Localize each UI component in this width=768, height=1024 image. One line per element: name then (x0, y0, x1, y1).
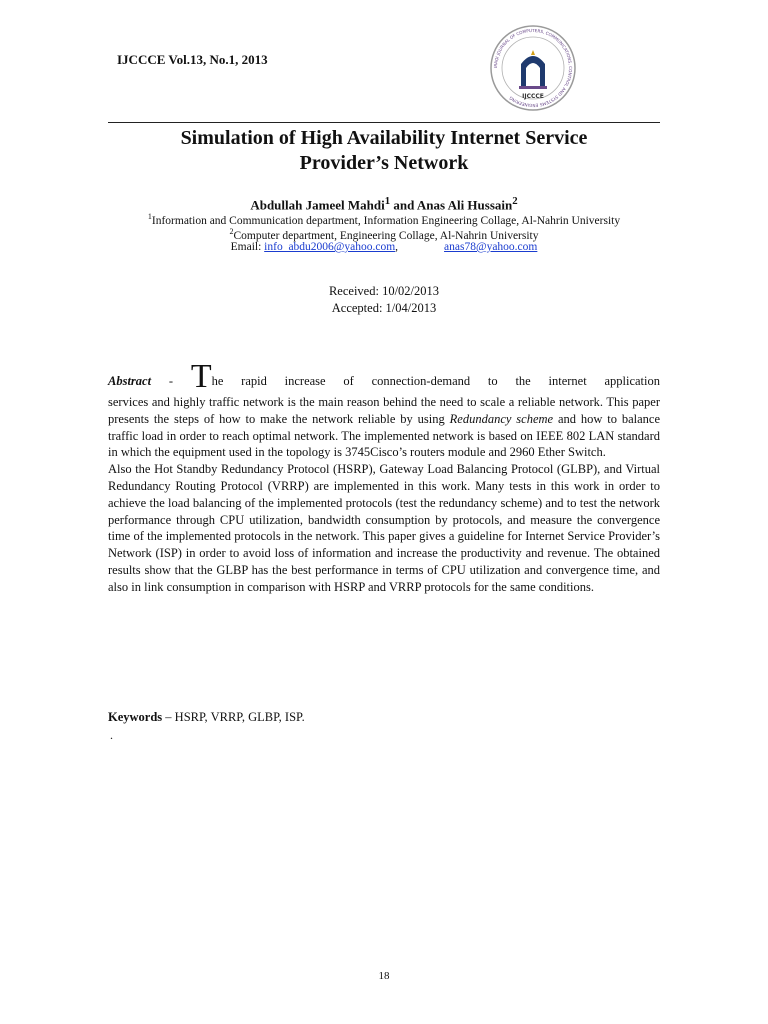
email-line (108, 241, 660, 253)
stray-mark: . (110, 728, 113, 742)
abstract-dropcap: T (190, 358, 212, 395)
author-2-mark: 2 (512, 195, 518, 207)
abstract-p1-text-a: services and highly traffic network is the main reason behind the need to scale a reliable network. This paper presents the steps of how to make the network reliable by using (108, 395, 660, 426)
abstract-line1-text: he rapid increase of connection-demand to the internet application (211, 374, 660, 388)
accepted-date: Accepted: 1/04/2013 (331, 301, 437, 315)
email-link-2[interactable]: anas78@yahoo.com (444, 241, 538, 253)
header-rule (108, 122, 660, 123)
keywords (108, 710, 305, 725)
affiliation-2 (108, 227, 660, 242)
abstract-dash: - (151, 374, 191, 388)
page-number: 18 (378, 970, 390, 982)
abstract (108, 360, 660, 596)
author-list (108, 195, 660, 213)
title-line-1: Simulation of High Availability Internet Service (180, 127, 588, 149)
journal-header: IJCCCE Vol.13, No.1, 2013 (117, 52, 268, 67)
affiliation-1-text: Information and Communication department, Information Engineering Collage, Al-Nahrin University (151, 214, 621, 227)
abstract-p1-italic: Redundancy scheme (449, 411, 554, 426)
email-separator: , (395, 241, 399, 253)
abstract-p1-text-b: and how to balance traffic load in order to reach optimal network. The implemented network is based on IEEE 802 LAN standard in which the equipment used in the topology is 3745Cisco’s routers module and 2960 Ether Switch. (108, 411, 660, 460)
title-line-2: Provider’s Network (299, 152, 469, 174)
author-1: Abdullah Jameel Mahdi (250, 197, 385, 213)
abstract-paragraph-1 (108, 394, 660, 461)
logo-text: IJCCCE (522, 93, 544, 100)
author-2: Anas Ali Hussain (416, 197, 513, 213)
received-date: Received: 10/02/2013 (328, 284, 440, 298)
abstract-first-line (108, 360, 660, 394)
keywords-values: HSRP, VRRP, GLBP, ISP. (174, 710, 305, 724)
author-1-mark: 1 (384, 195, 391, 207)
affiliation-2-mark: 2 (229, 227, 234, 236)
author-conjunction: and (390, 197, 417, 213)
abstract-paragraph-2: Also the Hot Standby Redundancy Protocol (HSRP), Gateway Load Balancing Protocol (GLBP), and Virtual Redundancy Routing Protocol (VRRP) are implemented in this work. Many tests in this work in order to achieve the load balancing of the implemented protocols (test the redundancy scheme) and to test the network performance through CPU utilization, bandwidth consumption by protocols, and measure the convergence time of the implemented protocols in the network. This paper gives a guideline for Internet Service Provider’s Network (ISP) in order to avoid loss of information and increase the productivity and revenue. The obtained results show that the GLBP has the best performance in terms of CPU utilization and convergence time, and also in link consumption in comparison with HSRP and VRRP protocols for the same conditions. (108, 462, 660, 594)
email-label: Email: (230, 241, 265, 253)
affiliation-2-text: Computer department, Engineering Collage, Al-Nahrin University (233, 229, 539, 242)
affiliation-1 (108, 212, 660, 227)
logo-ring-text: IRAQI JOURNAL OF COMPUTERS, COMMUNICATIONS, CONTROL AND SYSTEMS ENGINEERING (492, 27, 574, 109)
paper-title (108, 126, 660, 176)
keywords-label: Keywords (108, 710, 163, 724)
journal-logo (489, 24, 577, 112)
abstract-label: Abstract (108, 374, 152, 388)
affiliation-1-mark: 1 (147, 212, 152, 221)
email-link-1[interactable]: info_abdu2006@yahoo.com (264, 241, 396, 253)
keywords-dash: – (162, 710, 175, 724)
